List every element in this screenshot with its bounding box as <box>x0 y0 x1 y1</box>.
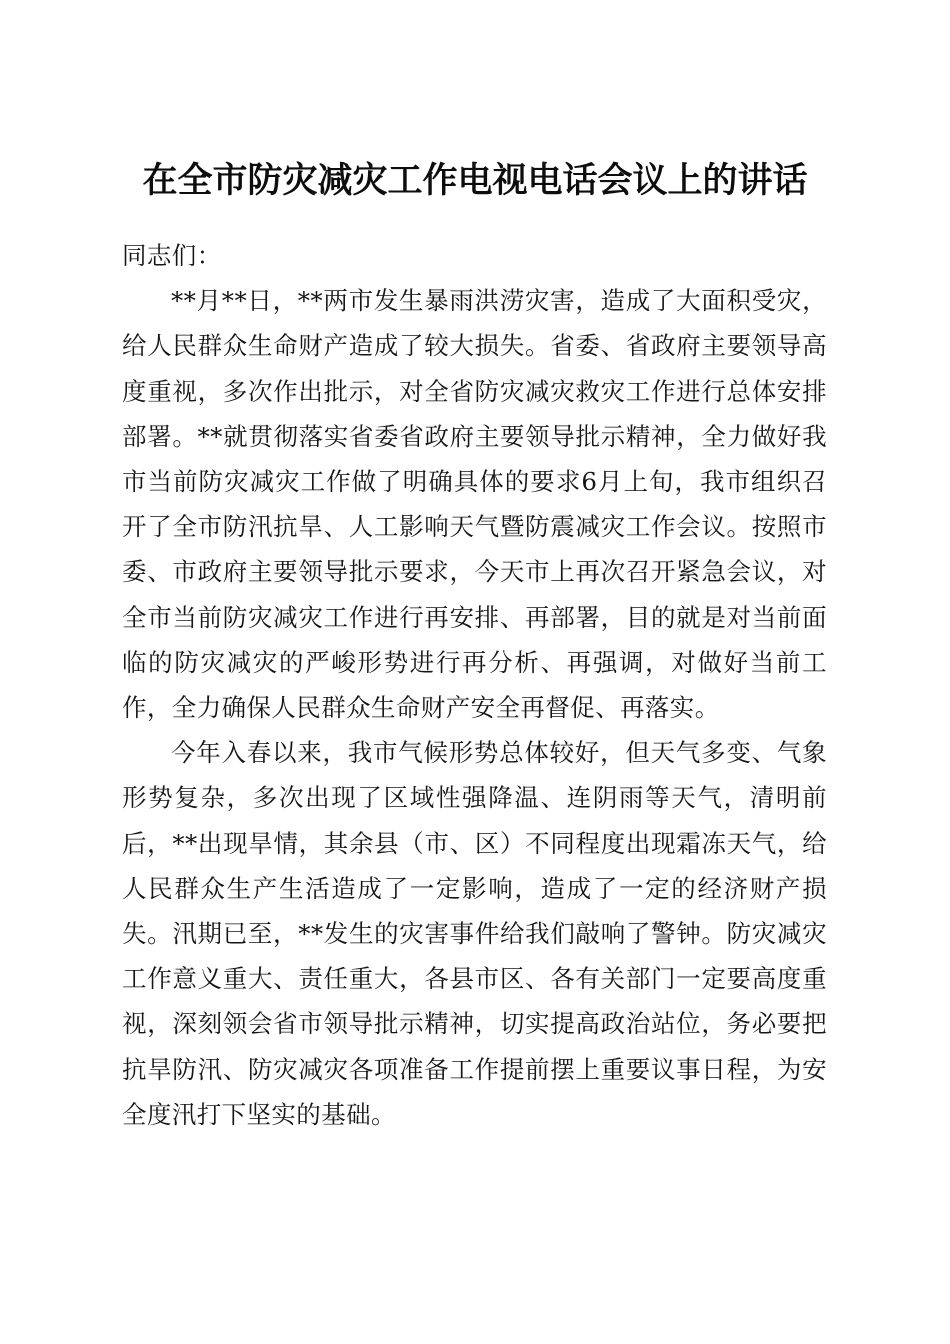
paragraph-1: **月**日，**两市发生暴雨洪涝灾害，造成了大面积受灾，给人民群众生命财产造成了较大损失。省委、省政府主要领导高度重视，多次作出批示，对全省防灾减灾救灾工作进行总体安排部署。**就贯彻落实省委省政府主要领导批示精神，全力做好我市当前防灾减灾工作做了明确具体的要求6月上旬，我市组织召开了全市防汛抗旱、人工影响天气暨防震减灾工作会议。按照市委、市政府主要领导批示要求，今天市上再次召开紧急会议，对全市当前防灾减灾工作进行再安排、再部署，目的就是对当前面临的防灾减灾的严峻形势进行再分析、再强调，对做好当前工作，全力确保人民群众生命财产安全再督促、再落实。 <box>122 286 827 723</box>
document-body <box>122 233 827 1137</box>
document-title: 在全市防灾减灾工作电视电话会议上的讲话 <box>142 160 808 202</box>
salutation: 同志们： <box>122 241 222 270</box>
paragraph-2: 今年入春以来，我市气候形势总体较好，但天气多变、气象形势复杂，多次出现了区域性强降温、连阴雨等天气，清明前后，**出现旱情，其余县（市、区）不同程度出现霜冻天气，给人民群众生产生活造成了一定影响，造成了一定的经济财产损失。汛期已至，**发生的灾害事件给我们敲响了警钟。防灾减灾工作意义重大、责任重大，各县市区、各有关部门一定要高度重视，深刻领会省市领导批示精神，切实提高政治站位，务必要把抗旱防汛、防灾减灾各项准备工作提前摆上重要议事日程，为安全度汛打下坚实的基础。 <box>122 738 827 1129</box>
